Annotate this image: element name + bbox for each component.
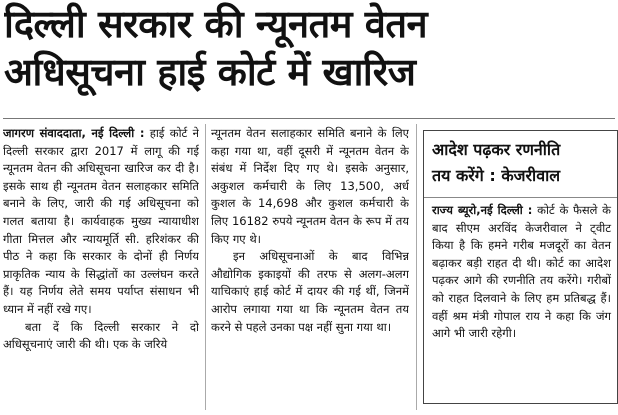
- article-column-2: [211, 125, 409, 415]
- headline-divider: [3, 118, 615, 119]
- sidebar-body: [424, 198, 617, 343]
- sidebar-box: [423, 130, 618, 404]
- article-paragraph-1-text: हाई कोर्ट ने दिल्ली सरकार द्वारा 2017 में लागू की गई न्यूनतम वेतन की अधिसूचना खारिज कर दी है। इसके साथ ही न्यूनतम वेतन सलाहकार समिति बनाने के लिए, जारी की गई अधिसूचना को गलत बताया है। कार्यवाहक मुख्य न्यायाधीश गीता मित्तल और न्यायमूर्ति सी. हरिशंकर की पीठ ने कहा कि सरकार के दोनों ही निर्णय प्राकृतिक न्याय के सिद्धांतों का उल्लंघन करते हैं। यह निर्णय लेते समय पर्याप्त संसाधन भी ध्यान में नहीं रखे गए।: [3, 126, 199, 316]
- headline-line-2: अधिसूचना हाई कोर्ट में खारिज: [4, 50, 416, 94]
- sidebar-text: कोर्ट के फैसले के बाद सीएम अरविंद केजरीवाल ने ट्वीट किया है कि हमने गरीब मजदूरों का वेतन बढ़ाकर बड़ी राहत दी थी। कोर्ट का आदेश पढ़कर आगे की रणनीति तय करेंगे। गरीबों को राहत दिलवाने के लिए हम प्रतिबद्ध हैं। वहीं श्रम मंत्री गोपाल राय ने कहा कि जंग आगे भी जारी रहेगी।: [432, 203, 611, 341]
- sidebar-title-line-1: आदेश पढ़कर रणनीति: [432, 140, 561, 159]
- article-column-1: [3, 125, 199, 415]
- headline: [4, 0, 614, 96]
- headline-line-1: दिल्ली सरकार की न्यूनतम वेतन: [4, 2, 428, 46]
- column-divider-1: [205, 124, 206, 410]
- article-paragraph-4: इन अधिसूचनाओं के बाद विभिन्न औद्योगिक इकाइयों की तरफ से अलग-अलग याचिकाएं हाई कोर्ट में दायर की गई थीं, जिनमें आरोप लगाया गया था कि न्यूनतम वेतन तय करने से पहले उनका पक्ष नहीं सुना गया था।: [211, 249, 409, 334]
- sidebar-title: [424, 131, 617, 198]
- article-paragraph-3: न्यूनतम वेतन सलाहकार समिति बनाने के लिए कहा गया था, वहीं दूसरी में न्यूनतम वेतन के संबंध में निर्देश दिए गए थे। इसके अनुसार, अकुशल कर्मचारी के लिए 13,500, अर्ध कुशल के 14,698 और कुशल कर्मचारी के लिए 16182 रुपये न्यूनतम वेतन के रूप में तय किए गए थे।: [211, 126, 409, 246]
- article-dateline: जागरण संवाददाता, नई दिल्ली :: [3, 126, 145, 140]
- article-paragraph-2: बता दें कि दिल्ली सरकार ने दो अधिसूचनाएं जारी की थी। एक के जरिये: [3, 319, 199, 352]
- sidebar-dateline: राज्य ब्यूरो,नई दिल्ली :: [432, 203, 533, 217]
- sidebar-title-line-2: तय करेंगे : केजरीवाल: [432, 166, 561, 185]
- column-divider-2: [416, 124, 417, 410]
- article-paragraph-1: [3, 125, 199, 319]
